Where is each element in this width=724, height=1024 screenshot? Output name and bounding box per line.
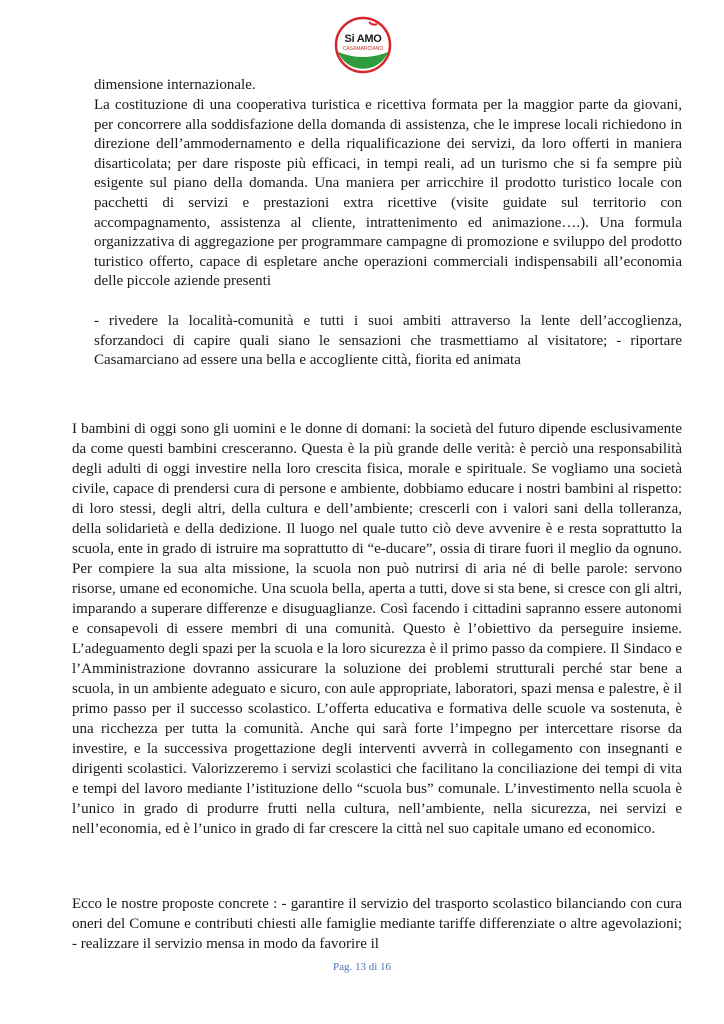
education-paragraph: I bambini di oggi sono gli uomini e le donne di domani: la società del futuro dipende esclusivamente da come questi bambini cresceranno. Questa è la più grande delle verità: è perciò una responsabilità degli adulti di oggi investire nella loro crescita fisica, morale e spirituale. Se vogliamo una società civile, capace di prendersi cura di persone e ambiente, dobbiamo educare i nostri bambini al rispetto: di loro stessi, degli altri, della cultura e dell’ambiente; crescerli con i valori sani della tolleranza, della solidarietà e della dedizione. Il luogo nel quale tutto ciò deve avvenire è e resta soprattutto la scuola, ente in grado di istruire ma soprattutto di “e-ducare”, ossia di tirare fuori il meglio da ognuno. Per compiere la sua alta missione, la scuola non può nutrirsi di aria né di belle parole: servono risorse, umane ed economiche. Una scuola bella, aperta a tutti, dove si sta bene, si cresce con gli altri, imparando a superare differenze e disuguaglianze. Così facendo i cittadini sapranno essere autonomi e consapevoli di essere membri di una comunità. Questo è l’obiettivo da perseguire insieme. L’adeguamento degli spazi per la scuola e la loro sicurezza è il primo passo da compiere. Il Sindaco e l’Amministrazione dovranno assicurare la soluzione dei problemi strutturali perché star bene a scuola, in un ambiente adeguato e sicuro, con aule appropriate, laboratori, spazi mensa e palestre, è il primo passo per il successo scolastico. L’offerta educativa e formativa delle scuole va sostenuta, è una ricchezza per tutta la comunità. Anche qui sarà forte l’impegno per intercettare risorse da investire, e la successiva progettazione degli interventi avverrà in collegamento con insegnanti e dirigenti scolastici. Valorizzeremo i servizi scolastici che facilitano la conciliazione dei tempi di vita e tempi del lavoro mediante l’istituzione dello “scuola bus” comunale. L’investimento nella scuola è l’unico in grado di produrre frutti nella cultura, nell’ambiente, nella sicurezza, nei servizi e nell’economia, ed è l’unico in grado di far crescere la città nel suo capitale umano ed economico. [72, 421, 682, 837]
logo-text: Si AMO [344, 33, 382, 45]
concrete-proposals-paragraph: Ecco le nostre proposte concrete : - garantire il servizio del trasporto scolastico bilanciando con cura oneri del Comune e contributi chiesti alle famiglie mediante tariffe differenziate o altre agevolazioni; - realizzare il servizio mensa in modo da favorire il [72, 896, 682, 952]
page-number: Pag. 13 di 16 [332, 961, 392, 973]
proposals-bullets: - rivedere la località-comunità e tutti i suoi ambiti attraverso la lente dell’accoglienza, sforzandoci di capire quali siano le sensazioni che trasmettiamo al visitatore; - riportare Casamarciano ad essere una bella e accogliente città, fiorita ed animata [94, 313, 682, 369]
logo-subtext: CASAMARCIANO [342, 46, 384, 52]
top-list-first-line: dimensione internazionale. [94, 77, 256, 93]
cooperative-paragraph: La costituzione di una cooperativa turistica e ricettiva formata per la maggior parte da giovani, per concorrere alla soddisfazione della domanda di assistenza, che le imprese locali richiedono in direzione dell’ammodernamento e della riqualificazione dei servizi, da loro offerti in maniera disarticolata; per dare risposte più efficaci, in tempi reali, ad un turismo che si fa sempre più esigente sul piano della domanda. Una maniera per arricchire il prodotto turistico locale con pacchetti di servizi e prestazioni extra ricettive (visite guidate sul territorio con accompagnamento, assistenza al cliente, intrattenimento ed animazione….). Una formula organizzativa di aggregazione per programmare campagne di promozione e sviluppo del prodotto turistico offerto, capace di espletare anche operazioni commerciali indispensabili all’economia delle piccole aziende presenti [94, 97, 682, 290]
siamo-logo [333, 16, 393, 74]
logo-emblem-icon [333, 16, 393, 74]
